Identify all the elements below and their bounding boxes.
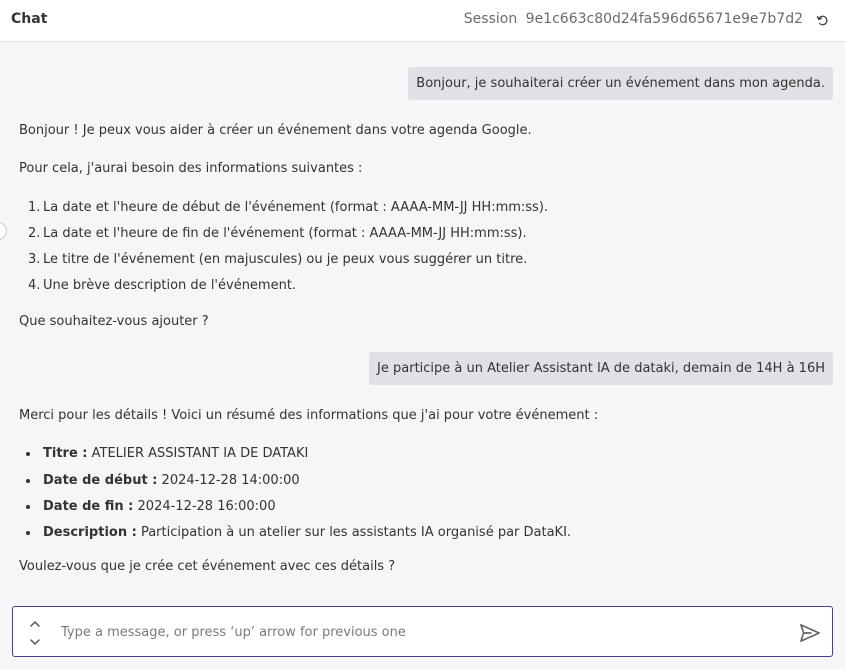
assistant-message-text: Voulez-vous que je crée cet événement avec ces détails ? — [19, 559, 396, 574]
list-item — [28, 277, 297, 294]
bullet — [26, 505, 30, 509]
list-item — [43, 445, 308, 462]
scroll-handle[interactable] — [0, 222, 7, 240]
bullet — [26, 479, 30, 483]
reset-session-button[interactable] — [813, 11, 831, 29]
message-input[interactable] — [61, 621, 781, 643]
detail-label: Titre : — [43, 446, 88, 461]
list-item-number: 3. — [28, 252, 41, 267]
message-list — [0, 42, 845, 592]
user-message: Bonjour, je souhaiterai créer un événement dans mon agenda. — [408, 67, 833, 100]
detail-value: Participation à un atelier sur les assistants IA organisé par DataKI. — [140, 525, 572, 540]
page-title: Chat — [11, 11, 48, 27]
list-item — [28, 199, 549, 216]
bullet — [26, 452, 30, 456]
history-up-button[interactable] — [28, 619, 42, 629]
session-info — [464, 11, 803, 27]
chevron-down-icon — [29, 638, 41, 646]
history-down-button[interactable] — [28, 637, 42, 647]
detail-label: Description : — [43, 525, 137, 540]
assistant-message-text: Merci pour les détails ! Voici un résumé des informations que j'ai pour votre événement : — [19, 408, 599, 423]
session-label: Session — [463, 11, 518, 27]
list-item-number: 1. — [28, 200, 41, 215]
user-message: Je participe à un Atelier Assistant IA de dataki, demain de 14H à 16H — [369, 352, 833, 385]
list-item — [43, 472, 300, 489]
bullet — [26, 531, 30, 535]
send-button[interactable] — [798, 622, 822, 644]
detail-value: 2024-12-28 16:00:00 — [137, 499, 276, 514]
list-item — [43, 524, 571, 541]
detail-value: 2024-12-28 14:00:00 — [161, 473, 300, 488]
detail-label: Date de début : — [43, 473, 158, 488]
list-item-text: La date et l'heure de début de l'événement (format : AAAA-MM-JJ HH:mm:ss). — [43, 200, 549, 215]
list-item — [28, 225, 527, 242]
assistant-message-text: Pour cela, j'aurai besoin des informations suivantes : — [19, 161, 363, 176]
list-item — [43, 498, 276, 515]
detail-value: ATELIER ASSISTANT IA DE DATAKI — [91, 446, 309, 461]
message-composer — [12, 606, 833, 657]
chevron-up-icon — [29, 620, 41, 628]
chat-header — [0, 0, 845, 42]
list-item-text: Le titre de l'événement (en majuscules) ou je peux vous suggérer un titre. — [43, 252, 528, 267]
send-icon — [799, 623, 821, 643]
list-item-number: 4. — [28, 278, 41, 293]
list-item — [28, 251, 528, 268]
list-item-text: La date et l'heure de fin de l'événement (format : AAAA-MM-JJ HH:mm:ss). — [43, 226, 527, 241]
session-id: 9e1c663c80d24fa596d65671e9e7b7d2 — [525, 11, 803, 27]
reset-icon — [816, 14, 829, 27]
detail-label: Date de fin : — [43, 499, 134, 514]
assistant-message-text: Que souhaitez-vous ajouter ? — [19, 314, 209, 329]
list-item-number: 2. — [28, 226, 41, 241]
assistant-message-text: Bonjour ! Je peux vous aider à créer un événement dans votre agenda Google. — [19, 123, 532, 138]
list-item-text: Une brève description de l'événement. — [43, 278, 297, 293]
